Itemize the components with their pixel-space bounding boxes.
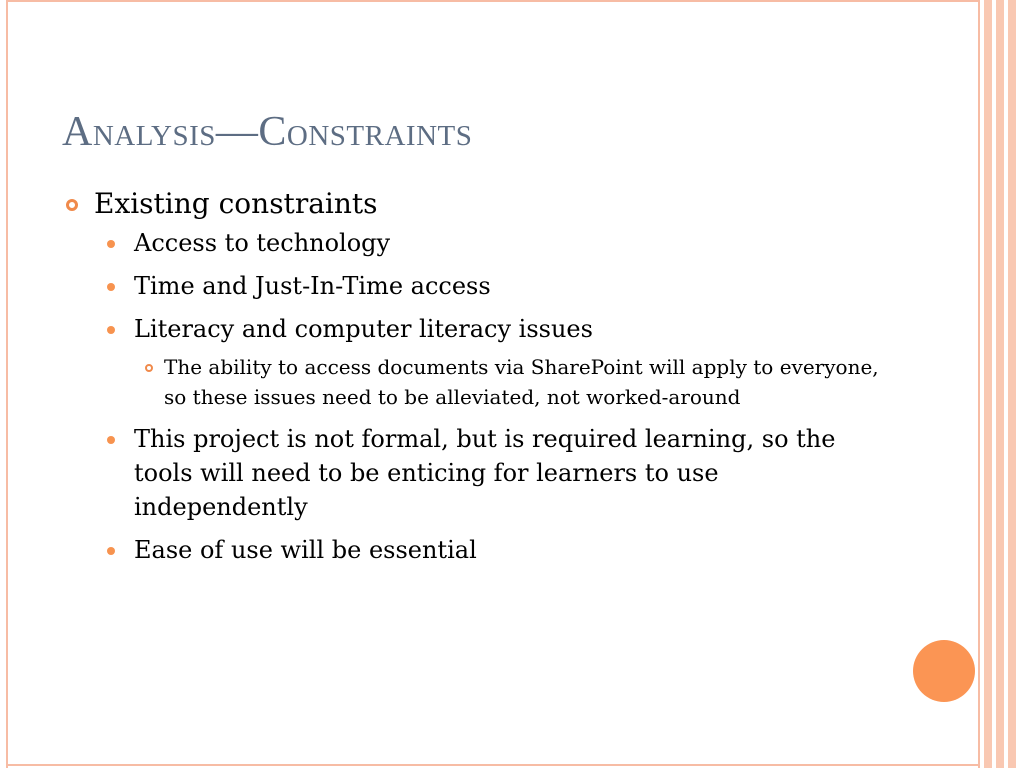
bullet-text: Ease of use will be essential [134,536,477,564]
frame-right-line [978,0,980,768]
bullet-text: Access to technology [134,229,391,257]
bullet-item [62,533,892,567]
bullet-item [62,352,892,412]
bullet-item [62,422,892,524]
filled-circle-bullet-icon [107,326,115,334]
hollow-circle-bullet-icon [145,364,153,372]
bullet-text: Literacy and computer literacy issues [134,315,593,343]
bullet-list [62,186,892,576]
decorative-stripe [1008,0,1016,768]
bullet-text: This project is not formal, but is required learning, so the tools will need to be enticing for learners to use independently [134,425,836,521]
decorative-stripe [996,0,1004,768]
decorative-stripe [984,0,992,768]
frame-left-line [6,0,8,768]
filled-circle-bullet-icon [107,240,115,248]
decorative-circle [913,640,975,702]
bullet-item [62,186,892,222]
bullet-item [62,312,892,346]
hollow-circle-bullet-icon [66,199,78,211]
filled-circle-bullet-icon [107,283,115,291]
slide-title: Analysis—Constraints [62,109,473,155]
bullet-item [62,226,892,260]
bullet-text: Existing constraints [94,187,378,220]
frame-bottom-line [6,764,980,766]
frame-top-line [6,0,980,2]
filled-circle-bullet-icon [107,547,115,555]
bullet-text: The ability to access documents via SharePoint will apply to everyone, so these issues need to be alleviated, not worked-around [164,355,879,409]
bullet-text: Time and Just-In-Time access [134,272,491,300]
bullet-item [62,269,892,303]
filled-circle-bullet-icon [107,436,115,444]
